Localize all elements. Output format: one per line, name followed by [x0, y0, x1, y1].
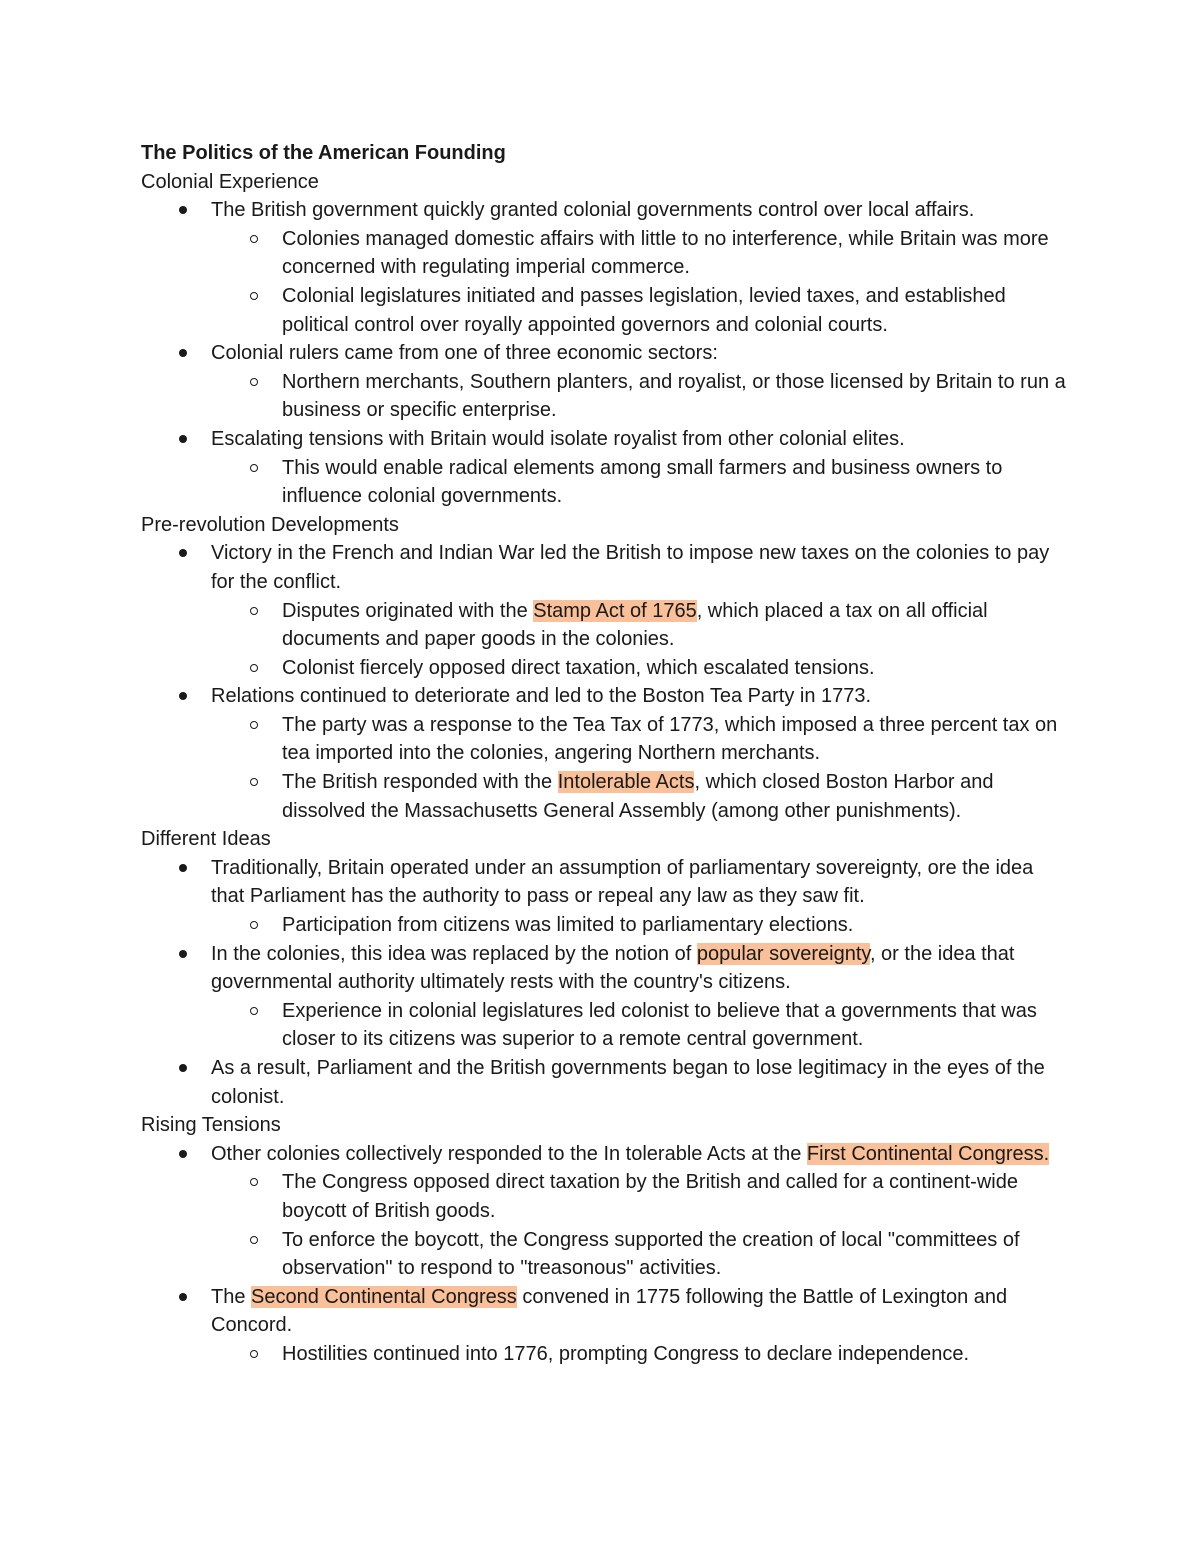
bullet-item	[141, 1283, 1071, 1340]
bullet-item	[141, 682, 1071, 711]
sub-bullet-list	[211, 1168, 1071, 1282]
bullet-text: In the colonies, this idea was replaced by the notion of popular sovereignty, or the idea that governmental authority ultimately rests with the country's citizens.	[211, 942, 1015, 994]
bullet-item	[141, 854, 1071, 911]
bullet-item	[141, 425, 1071, 454]
bullet-list	[141, 196, 1071, 511]
bullet-text: Colonial rulers came from one of three economic sectors:	[211, 342, 718, 365]
bullet-text: Escalating tensions with Britain would isolate royalist from other colonial elites.	[211, 427, 905, 450]
bullet-item	[141, 1054, 1071, 1111]
sub-bullet-list	[211, 711, 1071, 825]
bullet-item	[141, 196, 1071, 225]
sub-bullet-item: Disputes originated with the Stamp Act of 1765, which placed a tax on all official documents and paper goods in the colonies.	[211, 597, 1071, 654]
document-title: The Politics of the American Founding	[141, 142, 506, 164]
sub-bullet-list	[211, 454, 1071, 511]
sub-bullet-list	[211, 997, 1071, 1054]
sub-bullet-list	[211, 911, 1071, 940]
bullet-item	[141, 539, 1071, 596]
section-heading: Colonial Experience	[141, 170, 319, 193]
sub-bullet-item: Northern merchants, Southern planters, and royalist, or those licensed by Britain to run a business or specific enterprise.	[211, 368, 1071, 425]
highlighted-term: popular sovereignty	[696, 942, 870, 965]
bullet-list	[141, 854, 1071, 1111]
bullet-text: The British government quickly granted colonial governments control over local affairs.	[211, 199, 975, 222]
bullet-item	[141, 1140, 1071, 1169]
sub-list-wrapper	[141, 1168, 1071, 1282]
bullet-item	[141, 940, 1071, 997]
sub-list-wrapper	[141, 997, 1071, 1054]
sub-bullet-list	[211, 368, 1071, 425]
sub-bullet-item: This would enable radical elements among small farmers and business owners to influence colonial governments.	[211, 454, 1071, 511]
sub-list-wrapper	[141, 711, 1071, 825]
highlighted-term: Stamp Act of 1765	[533, 599, 697, 622]
sub-bullet-item: Colonial legislatures initiated and passes legislation, levied taxes, and established political control over royally appointed governors and colonial courts.	[211, 282, 1071, 339]
section-heading: Different Ideas	[141, 828, 271, 851]
section-heading: Pre-revolution Developments	[141, 513, 399, 536]
sub-list-wrapper	[141, 1340, 1071, 1369]
bullet-text: Other colonies collectively responded to the In tolerable Acts at the First Continental Congress.	[211, 1142, 1050, 1165]
sections-container	[141, 168, 1071, 1369]
section-heading: Rising Tensions	[141, 1114, 281, 1137]
highlighted-term: Intolerable Acts	[557, 771, 695, 794]
bullet-list	[141, 1140, 1071, 1369]
sub-bullet-item: Participation from citizens was limited to parliamentary elections.	[211, 911, 1071, 940]
sub-bullet-item: To enforce the boycott, the Congress supported the creation of local "committees of observation" to respond to "treasonous" activities.	[211, 1226, 1071, 1283]
document-body	[141, 139, 1071, 1369]
sub-bullet-item: The Congress opposed direct taxation by the British and called for a continent-wide boycott of British goods.	[211, 1168, 1071, 1225]
highlighted-term: First Continental Congress.	[806, 1142, 1050, 1165]
bullet-text: The Second Continental Congress convened in 1775 following the Battle of Lexington and Concord.	[211, 1285, 1008, 1337]
sub-list-wrapper	[141, 597, 1071, 683]
sub-bullet-list	[211, 1340, 1071, 1369]
sub-bullet-item: Colonies managed domestic affairs with little to no interference, while Britain was more concerned with regulating imperial commerce.	[211, 225, 1071, 282]
highlighted-term: Second Continental Congress	[251, 1285, 517, 1308]
bullet-text: Traditionally, Britain operated under an assumption of parliamentary sovereignty, ore the idea that Parliament has the authority to pass or repeal any law as they saw fit.	[211, 856, 1034, 908]
sub-bullet-item: Hostilities continued into 1776, prompting Congress to declare independence.	[211, 1340, 1071, 1369]
sub-bullet-list	[211, 597, 1071, 683]
sub-list-wrapper	[141, 454, 1071, 511]
sub-list-wrapper	[141, 911, 1071, 940]
bullet-text: As a result, Parliament and the British governments began to lose legitimacy in the eyes of the colonist.	[211, 1057, 1045, 1108]
sub-bullet-list	[211, 225, 1071, 339]
sub-list-wrapper	[141, 368, 1071, 425]
sub-bullet-item: The British responded with the Intolerable Acts, which closed Boston Harbor and dissolved the Massachusetts General Assembly (among other punishments).	[211, 768, 1071, 825]
sub-bullet-item: The party was a response to the Tea Tax of 1773, which imposed a three percent tax on tea imported into the colonies, angering Northern merchants.	[211, 711, 1071, 768]
bullet-text: Victory in the French and Indian War led the British to impose new taxes on the colonies to pay for the conflict.	[211, 542, 1050, 593]
bullet-item	[141, 339, 1071, 368]
sub-bullet-item: Colonist fiercely opposed direct taxation, which escalated tensions.	[211, 654, 1071, 683]
bullet-list	[141, 539, 1071, 825]
sub-list-wrapper	[141, 225, 1071, 339]
bullet-text: Relations continued to deteriorate and led to the Boston Tea Party in 1773.	[211, 685, 872, 708]
sub-bullet-item: Experience in colonial legislatures led colonist to believe that a governments that was closer to its citizens was superior to a remote central government.	[211, 997, 1071, 1054]
